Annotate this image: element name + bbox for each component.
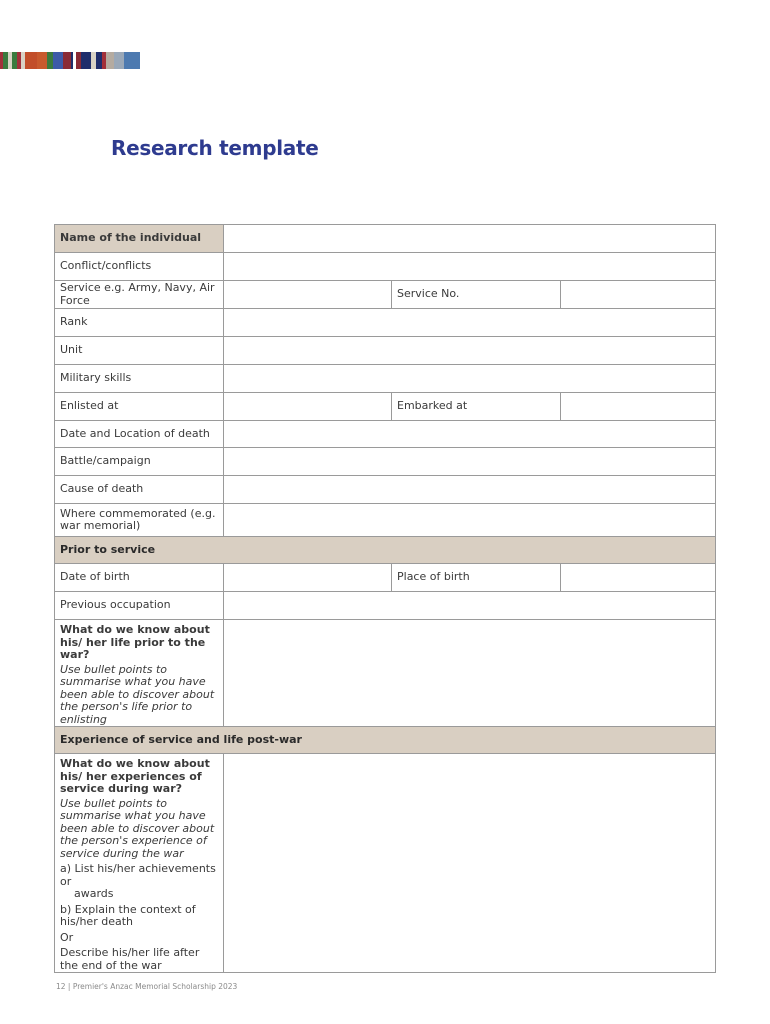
military-skills-field[interactable]: [224, 365, 716, 393]
form-row: [55, 476, 716, 504]
service-label: Service e.g. Army, Navy, Air Force: [55, 281, 224, 309]
rank-field[interactable]: [224, 309, 716, 337]
service-no-label: Service No.: [392, 281, 561, 309]
life-prior-field[interactable]: [224, 620, 716, 727]
life-prior-label: [55, 620, 224, 727]
unit-field[interactable]: [224, 337, 716, 365]
form-row: [55, 393, 716, 421]
section-header: [55, 537, 716, 564]
experience-question: What do we know about his/ her experiences of service during war?: [60, 757, 210, 795]
item-a-line-1: a) List his/her achievements or: [60, 862, 216, 888]
ribbon-stripe: [53, 52, 63, 69]
experience-section-heading: Experience of service and life post-war: [55, 727, 716, 754]
prior-to-service-heading: Prior to service: [55, 537, 716, 564]
life-prior-question: What do we know about his/ her life prior to the war?: [60, 623, 210, 661]
form-row: [55, 421, 716, 448]
form-row: [55, 337, 716, 365]
form-row: [55, 504, 716, 537]
embarked-at-field[interactable]: [561, 393, 716, 421]
form-row: [55, 225, 716, 253]
where-commemorated-field[interactable]: [224, 504, 716, 537]
form-row: [55, 592, 716, 620]
item-describe: Describe his/her life after the end of the war: [60, 946, 200, 972]
conflicts-label: Conflict/conflicts: [55, 253, 224, 281]
conflicts-field[interactable]: [224, 253, 716, 281]
date-of-birth-field[interactable]: [224, 564, 392, 592]
form-row: [55, 309, 716, 337]
ribbon-stripe: [63, 52, 71, 69]
ribbon-stripe: [106, 52, 114, 69]
battle-campaign-label: Battle/campaign: [55, 448, 224, 476]
section-header: [55, 727, 716, 754]
previous-occupation-field[interactable]: [224, 592, 716, 620]
unit-label: Unit: [55, 337, 224, 365]
form-row: [55, 253, 716, 281]
service-field[interactable]: [224, 281, 392, 309]
enlisted-at-label: Enlisted at: [55, 393, 224, 421]
page-footer: 12 | Premier's Anzac Memorial Scholarship 2023: [56, 982, 238, 991]
cause-of-death-field[interactable]: [224, 476, 716, 504]
item-a-line-2: awards: [74, 887, 114, 900]
military-skills-label: Military skills: [55, 365, 224, 393]
experience-hint: Use bullet points to summarise what you have been able to discover about the person's experience of service during the war: [60, 796, 215, 860]
name-of-individual-field[interactable]: [224, 225, 716, 253]
form-row: [55, 620, 716, 727]
where-commemorated-label: Where commemorated (e.g. war memorial): [55, 504, 224, 537]
date-location-death-label: Date and Location of death: [55, 421, 224, 448]
decorative-medal-ribbon: [0, 52, 140, 69]
date-location-death-field[interactable]: [224, 421, 716, 448]
page-title: Research template: [111, 136, 319, 160]
research-form-table: [54, 224, 716, 973]
enlisted-at-field[interactable]: [224, 393, 392, 421]
item-a: [60, 863, 218, 901]
life-prior-hint: Use bullet points to summarise what you have been able to discover about the person's life prior to enlisting: [60, 662, 215, 726]
cause-of-death-label: Cause of death: [55, 476, 224, 504]
place-of-birth-field[interactable]: [561, 564, 716, 592]
battle-campaign-field[interactable]: [224, 448, 716, 476]
ribbon-stripe: [25, 52, 37, 69]
service-no-field[interactable]: [561, 281, 716, 309]
form-row: [55, 754, 716, 973]
form-row: [55, 281, 716, 309]
item-or: Or: [60, 930, 74, 944]
ribbon-stripe: [124, 52, 140, 69]
experience-label: [55, 754, 224, 973]
experience-field[interactable]: [224, 754, 716, 973]
previous-occupation-label: Previous occupation: [55, 592, 224, 620]
embarked-at-label: Embarked at: [392, 393, 561, 421]
form-row: [55, 365, 716, 393]
date-of-birth-label: Date of birth: [55, 564, 224, 592]
form-row: [55, 564, 716, 592]
place-of-birth-label: Place of birth: [392, 564, 561, 592]
ribbon-stripe: [114, 52, 124, 69]
form-row: [55, 448, 716, 476]
ribbon-stripe: [81, 52, 91, 69]
item-b: b) Explain the context of his/her death: [60, 902, 196, 928]
name-of-individual-label: Name of the individual: [55, 225, 224, 253]
ribbon-stripe: [37, 52, 47, 69]
rank-label: Rank: [55, 309, 224, 337]
